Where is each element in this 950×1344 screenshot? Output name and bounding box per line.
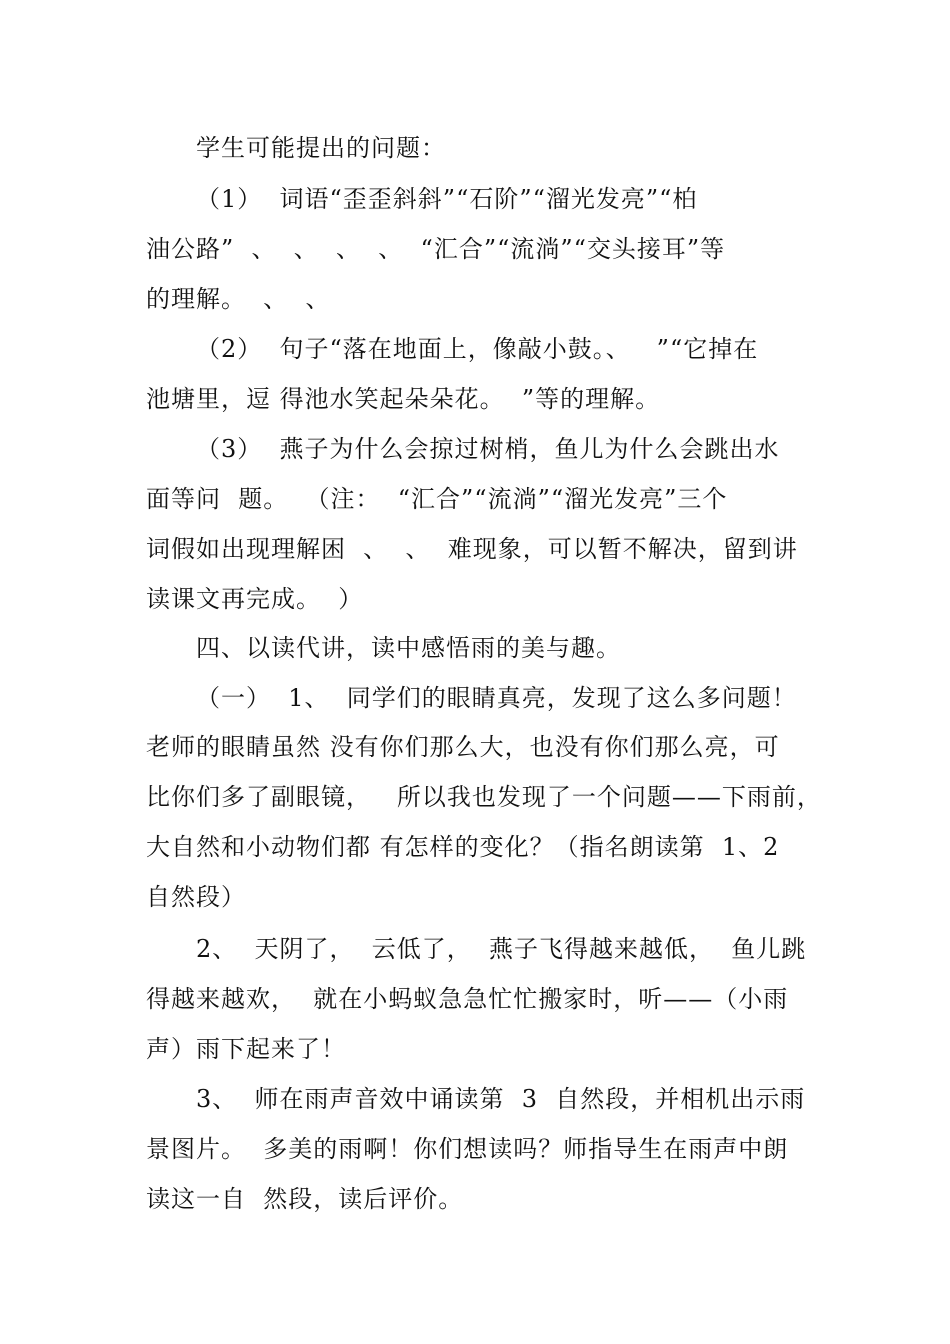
text-line: 词假如出现理解困 、 、 难现象，可以暂不解决，留到讲 [146,535,798,563]
text-line: 池塘里，逗 得池水笑起朵朵花。 ”等的理解。 [146,385,661,413]
text-line: 比你们多了副眼镜， 所以我也发现了一个问题——下雨前， [146,783,822,811]
text-line: 2、 天阴了， 云低了， 燕子飞得越来越低， 鱼儿跳 [196,935,807,963]
text-line: 大自然和小动物们都 有怎样的变化？（指名朗读第 1、2 [146,833,780,861]
text-line: 景图片。 多美的雨啊！你们想读吗？师指导生在雨声中朗 [146,1135,789,1163]
text-line: 油公路” 、 、 、 、 “汇合”“流淌”“交头接耳”等 [146,235,726,263]
text-line: （1） 词语“歪歪斜斜”“石阶”“溜光发亮”“柏 [196,185,698,213]
text-line: 的理解。 、 、 [146,285,331,313]
text-line: 老师的眼睛虽然 没有你们那么大，也没有你们那么亮，可 [146,733,780,761]
text-line: （3） 燕子为什么会掠过树梢，鱼儿为什么会跳出水 [196,435,780,463]
text-line: 学生可能提出的问题： [196,134,446,162]
text-line: 自然段） [146,883,246,911]
text-line: 面等问 题。 （注： “汇合”“流淌”“溜光发亮”三个 [146,485,728,513]
text-line: 得越来越欢， 就在小蚂蚁急急忙忙搬家时，听——（小雨 [146,985,789,1013]
text-line: 3、 师在雨声音效中诵读第 3 自然段，并相机出示雨 [196,1085,806,1113]
text-line: 读课文再完成。 ） [146,585,364,613]
text-line: 声）雨下起来了！ [146,1035,346,1063]
section-heading: 四、以读代讲，读中感悟雨的美与趣。 [196,634,621,662]
text-line: 读这一自 然段，读后评价。 [146,1185,464,1213]
text-line: （一） 1、 同学们的眼睛真亮，发现了这么多问题！ [196,684,797,712]
text-line: （2） 句子“落在地面上，像敲小鼓。、 ”“它掉在 [196,335,759,363]
